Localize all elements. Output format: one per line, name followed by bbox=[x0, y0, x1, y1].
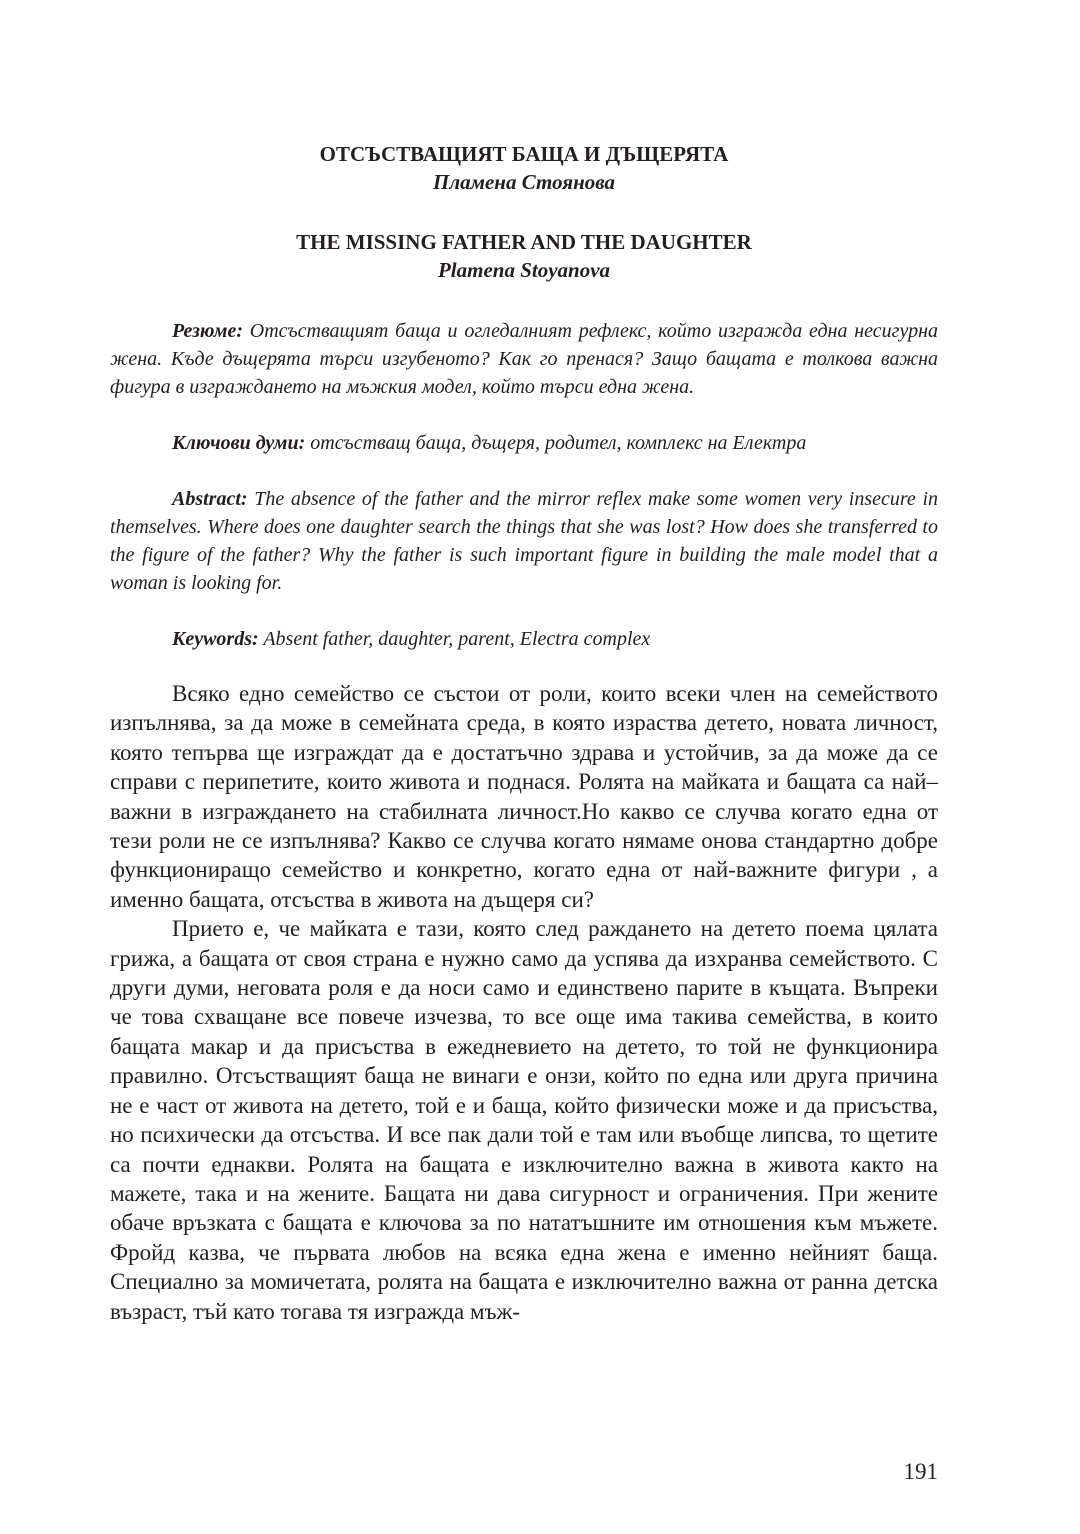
keywords-en-label: Keywords: bbox=[172, 628, 259, 650]
author-name-en: Plamena Stoyanova bbox=[437, 258, 611, 282]
author-name-bg: Пламена Стоянова bbox=[432, 170, 616, 194]
article-title-bg: ОТСЪСТВАЩИЯТ БАЩА И ДЪЩЕРЯТА bbox=[319, 142, 729, 166]
page-number: 191 bbox=[903, 1459, 938, 1484]
resume-text: Отсъстващият баща и огледалният рефлекс, който изгражда една несигурна жена. Къде дъщерята търси изгубеното? Как го пренася? Защо бащата е толкова важна фигура в изграждането на мъжкия модел, който търси една жена. bbox=[110, 320, 939, 398]
keywords-en-text: Absent father, daughter, parent, Electra complex bbox=[263, 628, 651, 650]
keywords-bg-text: отсъстващ баща, дъщеря, родител, комплекс на Електра bbox=[310, 432, 807, 454]
article-page bbox=[110, 140, 938, 1326]
abstract-text: The absence of the father and the mirror reflex make some women very insecure in themselves. Where does one daughter search the things that she was lost? How does she transferred to the figure of the father? Why the father is such important figure in building the male model that a woman is looking for. bbox=[110, 488, 939, 594]
body-paragraph: Всяко едно семейство се състои от роли, които всеки член на семейството изпълнява, за да може в семейната среда, в която израства детето, новата личност, която тепърва ще изграждат да е достатъчно здрава и устойчив, за да може да се справи с перипетите, които живота и поднася. Ролята на майката и бащата са най–важни в изграждането на стабилната личност.Но какво се случва когато една от тези роли не се изпълнява? Какво се случва когато нямаме онова стандартно добре функциониращо семейство и конкретно, когато една от най-важните фигури , а именно бащата, отсъства в живота на дъщеря си? bbox=[110, 681, 938, 912]
article-title-en: THE MISSING FATHER AND THE DAUGHTER bbox=[296, 230, 752, 254]
abstract-paragraph bbox=[110, 485, 938, 597]
body-paragraph: Прието е, че майката е тази, която след раждането на детето поема цялата грижа, а бащата от своя страна е нужно само да успява да изхранва семейството. С други думи, неговата роля е да носи само и единствено парите в къщата. Въпреки че това схващане все повече изчезва, то все още има такива семейства, в които бащата макар и да присъства в ежедневието на детето, то той не функционира правилно. Отсъстващият баща не винаги е онзи, който по една или друга причина не е част от живота на детето, той е и баща, който физически може и да присъства, но психически да отсъства. И все пак дали той е там или въобще липсва, то щетите са почти еднакви. Ролята на бащата е изключително важна в живота както на мажете, така и на жените. Бащата ни дава сигурност и ограничения. При жените обаче връзката с бащата е ключова за по нататъшните им отношения към мъжете. Фройд казва, че първата любов на всяка една жена е именно нейният баща. Специално за момичетата, ролята на бащата е изключително важна от ранна детска възраст, тъй като тогава тя изгражда мъж- bbox=[110, 916, 938, 1324]
abstract-label: Abstract: bbox=[172, 488, 248, 510]
resume-label: Резюме: bbox=[172, 320, 243, 342]
keywords-bg-paragraph bbox=[110, 429, 938, 457]
keywords-en-paragraph bbox=[110, 625, 938, 653]
keywords-bg-label: Ключови думи: bbox=[172, 432, 306, 454]
article-body bbox=[110, 679, 938, 1326]
resume-paragraph bbox=[110, 317, 938, 401]
